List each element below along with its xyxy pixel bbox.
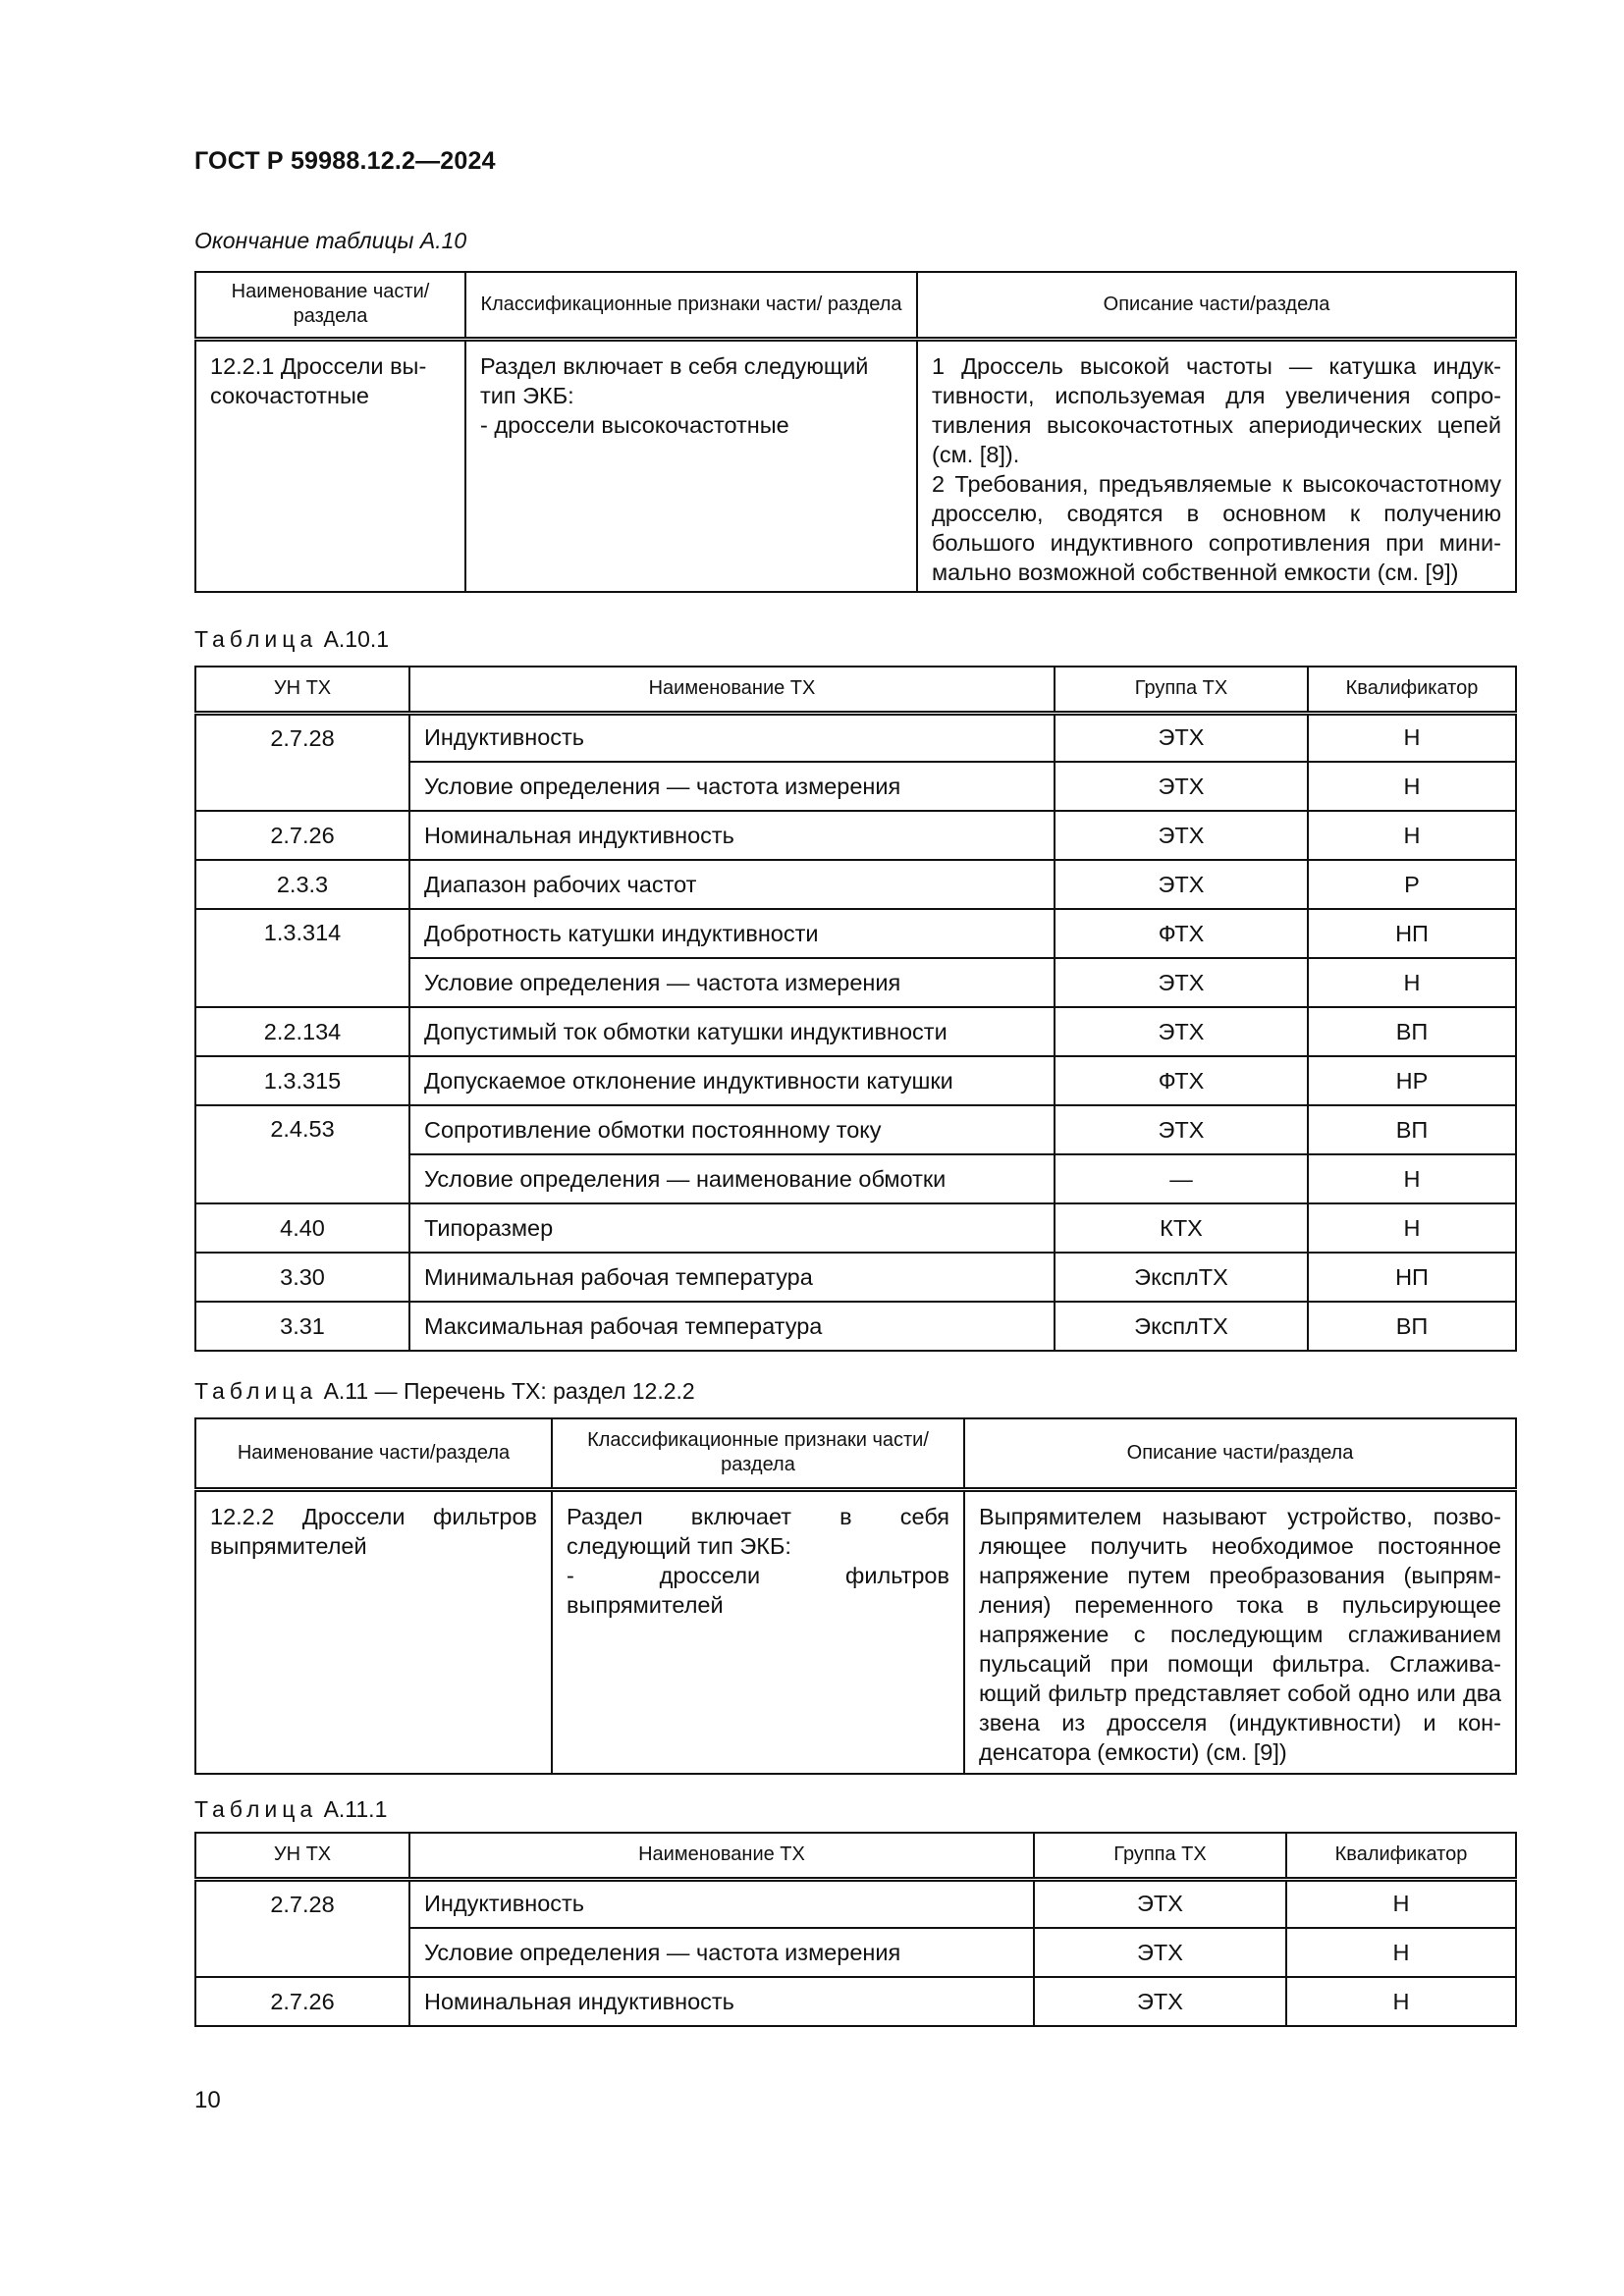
table-title-word: Таблица — [194, 626, 318, 652]
cell-name: Номинальная индуктивность — [409, 1977, 1034, 2026]
cell-name: Условие определения — наименование обмотки — [409, 1154, 1055, 1203]
cell-code: 2.2.134 — [195, 1007, 409, 1056]
header-qualifier: Квалификатор — [1286, 1833, 1516, 1879]
cell-group: ЭТХ — [1055, 762, 1308, 811]
header-qualifier: Квалификатор — [1308, 667, 1516, 713]
cell-name: Индуктивность — [409, 1879, 1034, 1928]
cell-code: 2.7.28 — [195, 1879, 409, 1977]
cell-name: Условие определения — частота измерения — [409, 958, 1055, 1007]
cell-name: Номинальная индуктивность — [409, 811, 1055, 860]
cell-qualifier: НР — [1308, 1056, 1516, 1105]
header-part-name: Наименование части/раздела — [195, 1418, 552, 1489]
cell-group: ФТХ — [1055, 909, 1308, 958]
header-group: Группа ТХ — [1034, 1833, 1286, 1879]
cell-name: Минимальная рабочая температура — [409, 1253, 1055, 1302]
cell-code: 2.4.53 — [195, 1105, 409, 1203]
cell-qualifier: НП — [1308, 909, 1516, 958]
cell-group: ФТХ — [1055, 1056, 1308, 1105]
table-a10-1 — [194, 666, 1517, 1352]
table-row — [195, 1879, 1516, 1928]
cell-qualifier: Н — [1308, 1203, 1516, 1253]
cell-qualifier: Н — [1286, 1879, 1516, 1928]
cell-qualifier: Н — [1308, 811, 1516, 860]
cell-group: ЭТХ — [1055, 811, 1308, 860]
cell-group: ЭТХ — [1034, 1879, 1286, 1928]
table-a10-1-title — [194, 626, 389, 653]
cell-group: — — [1055, 1154, 1308, 1203]
cell-code: 1.3.315 — [195, 1056, 409, 1105]
cell-group: ЭксплТХ — [1055, 1302, 1308, 1351]
cell-classification: Раздел включает в себя следующий тип ЭКБ: - дроссели фильтров выпрямителей — [552, 1489, 964, 1774]
cell-qualifier: Н — [1286, 1977, 1516, 2026]
cell-group: ЭТХ — [1034, 1928, 1286, 1977]
cell-name: Допускаемое отклонение индуктивности катушки — [409, 1056, 1055, 1105]
table-title-number: А.10.1 — [323, 626, 390, 652]
cell-qualifier: ВП — [1308, 1105, 1516, 1154]
table-a11-1 — [194, 1832, 1517, 2027]
cell-description: 1 Дроссель высокой частоты — катушка индуктивности, используемая для увеличения сопротивления высокочастотных апериодических цепей (см. [8]). 2 Требования, предъявляемые к высокочастотному дросселю, сводятся в основном к получению большого индуктивного сопротивления при минимально возможной собственной емкости (см. [9]) — [917, 339, 1516, 592]
cell-name: Допустимый ток обмотки катушки индуктивности — [409, 1007, 1055, 1056]
table-row — [195, 909, 1516, 958]
cell-group: ЭТХ — [1034, 1977, 1286, 2026]
header-description: Описание части/раздела — [964, 1418, 1516, 1489]
table-row — [195, 1105, 1516, 1154]
table-row — [195, 1203, 1516, 1253]
cell-qualifier: Н — [1308, 958, 1516, 1007]
cell-name: Диапазон рабочих частот — [409, 860, 1055, 909]
cell-name: Добротность катушки индуктивности — [409, 909, 1055, 958]
page-number: 10 — [194, 2087, 221, 2113]
cell-name: Сопротивление обмотки постоянному току — [409, 1105, 1055, 1154]
table-continuation-label: Окончание таблицы А.10 — [194, 228, 467, 253]
header-name: Наименование ТХ — [409, 667, 1055, 713]
cell-description: Выпрямителем называют устройство, позволяющее получить необходимое постоянное напряжение путем преобразования (выпрямления) переменного тока в пульсирующее напряжение с последующим сглаживанием пульсаций при помощи фильтра. Сглаживающий фильтр представляет собой одно или два звена из дросселя (индуктивности) и конденсатора (емкости) (см. [9]) — [964, 1489, 1516, 1774]
cell-part-name: 12.2.1 Дроссели высокочастотные — [195, 339, 465, 592]
table-title-word: Таблица — [194, 1796, 318, 1822]
cell-name: Условие определения — частота измерения — [409, 1928, 1034, 1977]
cell-code: 3.30 — [195, 1253, 409, 1302]
cell-qualifier: Н — [1286, 1928, 1516, 1977]
table-title-word: Таблица — [194, 1378, 318, 1404]
table-title-rest: А.11 — Перечень ТХ: раздел 12.2.2 — [323, 1378, 695, 1404]
table-a10-end — [194, 271, 1517, 593]
header-name: Наименование ТХ — [409, 1833, 1034, 1879]
header-description: Описание части/раздела — [917, 272, 1516, 339]
cell-name: Индуктивность — [409, 713, 1055, 762]
cell-group: КТХ — [1055, 1203, 1308, 1253]
cell-code: 4.40 — [195, 1203, 409, 1253]
cell-qualifier: ВП — [1308, 1302, 1516, 1351]
cell-name: Максимальная рабочая температура — [409, 1302, 1055, 1351]
cell-classification: Раздел включает в себя следующий тип ЭКБ: - дроссели высокочастотные — [465, 339, 917, 592]
table-row — [195, 713, 1516, 762]
table-a11-1-title — [194, 1796, 387, 1823]
cell-code: 3.31 — [195, 1302, 409, 1351]
table-row — [195, 1253, 1516, 1302]
table-row — [195, 1977, 1516, 2026]
table-row — [195, 1056, 1516, 1105]
cell-group: ЭТХ — [1055, 958, 1308, 1007]
table-row — [195, 811, 1516, 860]
cell-group: ЭТХ — [1055, 713, 1308, 762]
cell-part-name: 12.2.2 Дроссели фильтров выпрямителей — [195, 1489, 552, 1774]
cell-group: ЭксплТХ — [1055, 1253, 1308, 1302]
header-group: Группа ТХ — [1055, 667, 1308, 713]
table-a11 — [194, 1417, 1517, 1775]
cell-qualifier: НП — [1308, 1253, 1516, 1302]
table-title-number: А.11.1 — [323, 1796, 388, 1822]
table-row — [195, 1302, 1516, 1351]
cell-name: Условие определения — частота измерения — [409, 762, 1055, 811]
cell-qualifier: Н — [1308, 1154, 1516, 1203]
cell-group: ЭТХ — [1055, 1105, 1308, 1154]
header-code: УН ТХ — [195, 1833, 409, 1879]
header-classification: Классификационные признаки части/раздела — [552, 1418, 964, 1489]
header-part-name: Наименование части/ раздела — [195, 272, 465, 339]
table-a11-title — [194, 1378, 695, 1405]
table-row — [195, 1007, 1516, 1056]
cell-qualifier: Р — [1308, 860, 1516, 909]
cell-qualifier: ВП — [1308, 1007, 1516, 1056]
cell-code: 2.3.3 — [195, 860, 409, 909]
cell-qualifier: Н — [1308, 713, 1516, 762]
cell-code: 2.7.28 — [195, 713, 409, 811]
header-classification: Классификационные признаки части/ раздела — [465, 272, 917, 339]
cell-group: ЭТХ — [1055, 1007, 1308, 1056]
cell-code: 2.7.26 — [195, 1977, 409, 2026]
cell-group: ЭТХ — [1055, 860, 1308, 909]
cell-code: 1.3.314 — [195, 909, 409, 1007]
cell-code: 2.7.26 — [195, 811, 409, 860]
document-code-header: ГОСТ Р 59988.12.2—2024 — [194, 147, 496, 175]
table-row — [195, 860, 1516, 909]
header-code: УН ТХ — [195, 667, 409, 713]
cell-name: Типоразмер — [409, 1203, 1055, 1253]
cell-qualifier: Н — [1308, 762, 1516, 811]
